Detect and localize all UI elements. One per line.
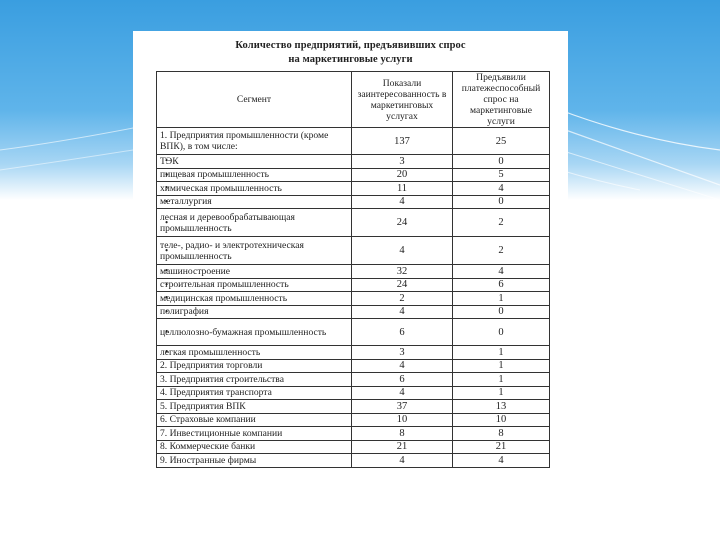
row-label: • легкая промышленность <box>157 346 352 360</box>
table-row <box>157 319 550 346</box>
row-interested: 137 <box>352 128 453 155</box>
row-demand: 0 <box>453 319 550 346</box>
header-demand: Предъявили платежеспособный спрос на маркетинговые услуги <box>453 72 550 128</box>
table-row <box>157 386 550 400</box>
row-demand: 21 <box>453 440 550 454</box>
row-demand: 0 <box>453 155 550 169</box>
table-row <box>157 168 550 182</box>
table-row <box>157 454 550 468</box>
row-demand: 5 <box>453 168 550 182</box>
row-interested: 24 <box>352 278 453 292</box>
row-label: • пищевая промышленность <box>157 168 352 182</box>
title-line-2: на маркетинговые услуги <box>288 54 413 65</box>
row-label: 3. Предприятия строительства <box>157 373 352 387</box>
table-row <box>157 182 550 196</box>
row-label: • полиграфия <box>157 305 352 319</box>
row-interested: 24 <box>352 209 453 237</box>
table-header-row <box>157 72 550 128</box>
row-demand: 25 <box>453 128 550 155</box>
row-demand: 4 <box>453 182 550 196</box>
row-demand: 1 <box>453 292 550 306</box>
row-interested: 10 <box>352 413 453 427</box>
row-demand: 4 <box>453 265 550 279</box>
row-interested: 3 <box>352 155 453 169</box>
row-demand: 0 <box>453 305 550 319</box>
table-row <box>157 427 550 441</box>
row-interested: 6 <box>352 373 453 387</box>
table-row <box>157 209 550 237</box>
row-interested: 4 <box>352 305 453 319</box>
row-label: 2. Предприятия торговли <box>157 359 352 373</box>
row-demand: 1 <box>453 386 550 400</box>
row-demand: 8 <box>453 427 550 441</box>
row-interested: 8 <box>352 427 453 441</box>
row-interested: 11 <box>352 182 453 196</box>
row-label: • ТЭК <box>157 155 352 169</box>
title-line-1: Количество предприятий, предъявивших спрос <box>235 40 466 51</box>
table-row <box>157 278 550 292</box>
demand-table <box>156 71 550 468</box>
row-demand: 1 <box>453 346 550 360</box>
table-row <box>157 195 550 209</box>
row-interested: 21 <box>352 440 453 454</box>
table-title <box>133 39 568 67</box>
table-row <box>157 400 550 414</box>
row-interested: 4 <box>352 359 453 373</box>
row-label: • металлургия <box>157 195 352 209</box>
row-demand: 13 <box>453 400 550 414</box>
table-row <box>157 265 550 279</box>
table-row <box>157 292 550 306</box>
row-label: 8. Коммерческие банки <box>157 440 352 454</box>
row-demand: 1 <box>453 359 550 373</box>
row-label: 7. Инвестиционные компании <box>157 427 352 441</box>
row-demand: 2 <box>453 209 550 237</box>
table-row <box>157 346 550 360</box>
table-row <box>157 413 550 427</box>
row-label: 6. Страховые компании <box>157 413 352 427</box>
table-row <box>157 155 550 169</box>
header-segment: Сегмент <box>157 72 352 128</box>
row-label: • химическая промышленность <box>157 182 352 196</box>
row-label: • лесная и деревообрабатывающая промышленность <box>157 209 352 237</box>
row-interested: 20 <box>352 168 453 182</box>
table-row <box>157 373 550 387</box>
row-interested: 6 <box>352 319 453 346</box>
row-label: 1. Предприятия промышленности (кроме ВПК), в том числе: <box>157 128 352 155</box>
row-label: • машиностроение <box>157 265 352 279</box>
row-interested: 37 <box>352 400 453 414</box>
row-demand: 0 <box>453 195 550 209</box>
row-label: • строительная промышленность <box>157 278 352 292</box>
row-interested: 4 <box>352 454 453 468</box>
row-interested: 32 <box>352 265 453 279</box>
document-page <box>133 31 568 518</box>
table-row <box>157 440 550 454</box>
table-row <box>157 305 550 319</box>
row-interested: 3 <box>352 346 453 360</box>
row-label: 4. Предприятия транспорта <box>157 386 352 400</box>
row-demand: 6 <box>453 278 550 292</box>
row-label: • теле-, радио- и электротехническая промышленность <box>157 237 352 265</box>
row-label: • медицинская промышленность <box>157 292 352 306</box>
row-demand: 10 <box>453 413 550 427</box>
row-label: 9. Иностранные фирмы <box>157 454 352 468</box>
row-demand: 1 <box>453 373 550 387</box>
table-row <box>157 237 550 265</box>
row-interested: 4 <box>352 195 453 209</box>
row-interested: 4 <box>352 386 453 400</box>
header-interested: Показали заинтересованность в маркетинговых услугах <box>352 72 453 128</box>
table-row <box>157 359 550 373</box>
row-label: • целлюлозно-бумажная промышленность <box>157 319 352 346</box>
row-label: 5. Предприятия ВПК <box>157 400 352 414</box>
row-interested: 4 <box>352 237 453 265</box>
row-demand: 4 <box>453 454 550 468</box>
row-demand: 2 <box>453 237 550 265</box>
table-row <box>157 128 550 155</box>
row-interested: 2 <box>352 292 453 306</box>
